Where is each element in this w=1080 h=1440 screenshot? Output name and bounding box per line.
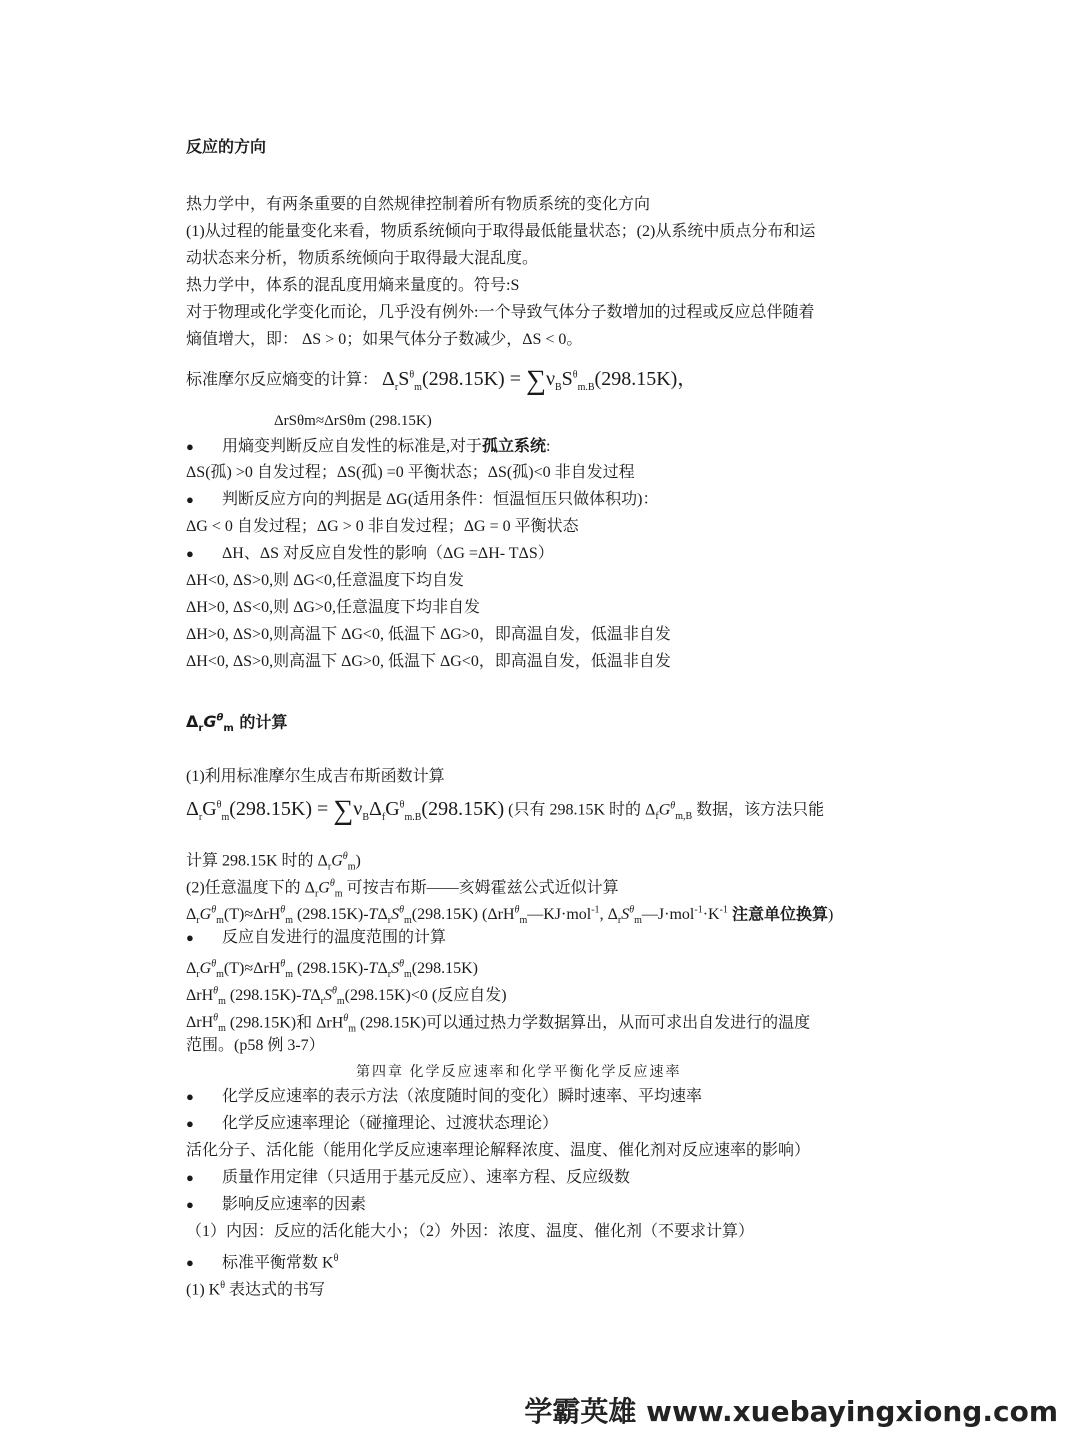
text: (298.15K)可以通过热力学数据算出，从而可求出自发进行的温度 [359,1014,811,1032]
bullet-item [186,1086,702,1108]
text: (298.15K)和 ΔrH [229,1014,344,1032]
bullet-text: 质量作用定律（只适用于基元反应）、速率方程、反应级数 [222,1169,631,1186]
paragraph: (2)任意温度下的 $\Delta_rG^\theta_m$ 可按吉布斯——亥姆霍兹公式近似计算 [186,878,619,900]
formula-note: 数据，该方法只能 [692,801,825,819]
gibbs-formula: $\Delta_rG^\theta_m(298.15K) = \sum\nu_B\Delta_fG^\theta_{m.B}(298.15K)$ [186,794,505,826]
bullet-icon [186,1252,222,1274]
bullet-icon [186,1113,222,1135]
paragraph: 热力学中，体系的混乱度用熵来量度的。符号:S [186,277,520,294]
formula-text: Δ [382,367,395,390]
sum-symbol: ∑ [333,794,354,826]
bullet-item [186,1113,558,1135]
paragraph: ΔS(孤) >0 自发过程；ΔS(孤) =0 平衡状态；ΔS(孤)<0 非自发过程 [186,464,635,481]
approx-line: ΔrSθm≈ΔrSθm (298.15K) [274,413,432,429]
text: (1) K [186,1281,221,1299]
entropy-formula: $\Delta_rS^\theta_m(298.15K) = \sum\nu_BS^\theta_{m.B}(298.15K)$， [382,364,698,396]
bullet-icon [186,489,222,511]
text: 可按吉布斯——亥姆霍兹公式近似计算 [346,879,619,897]
formula-text: (298.15K) = [421,367,526,390]
bullet-icon [186,1167,222,1189]
section-title-text: 的计算 [239,712,288,732]
bullet-item [186,489,659,511]
sum-symbol: ∑ [525,364,546,396]
gibbs-formula-line: $\Delta_rG^\theta_m(298.15K) = \sum\nu_B\Delta_fG^\theta_{m.B}(298.15K)$ (只有 298.15K 时的 $\Delta_fG^\theta_{m,B}$ 数据，该方法只能 [186,794,825,826]
formula-text: (298.15K) = [229,797,334,820]
bullet-icon [186,543,222,565]
text: 计算 298.15K 时的 Δ [186,852,328,870]
paragraph: （1）内因：反应的活化能大小；（2）外因：浓度、温度、催化剂（不要求计算） [186,1223,755,1240]
bullet-icon [186,436,222,458]
paragraph: (1)利用标准摩尔生成吉布斯函数计算 [186,768,445,785]
paragraph: 活化分子、活化能（能用化学反应速率理论解释浓度、温度、催化剂对反应速率的影响） [186,1142,811,1159]
bullet-text: 反应自发进行的温度范围的计算 [222,929,447,946]
bold-text: 注意单位换算 [731,904,828,924]
paragraph: ΔH>0, ΔS>0,则高温下 ΔG<0, 低温下 ΔG>0，即高温自发，低温非自发 [186,626,671,643]
formula-text: (298.15K)， [594,367,698,390]
bullet-text: 标准平衡常数 K [222,1254,334,1272]
bullet-text: : [546,438,551,455]
text: 表达式的书写 [229,1281,326,1299]
bold-text: 孤立系统 [482,436,547,455]
paragraph: ΔH>0, ΔS<0,则 ΔG>0,任意温度下均非自发 [186,599,480,616]
formula-note: (只有 298.15K 时的 Δ [504,801,656,819]
paragraph: $\Delta_rG^\theta_m(T)\approx\Delta rH^\theta_m$ $(298.15K)-T\Delta_rS^\theta_m(298.15K)$ (ΔrH$^\theta_m$—KJ·mol$^{-1}$, $\Delta_rS^\theta_m—J\cdot mol^{-1}\cdot K^{-1}$ 注意单位换算) [186,904,834,927]
formula-text: (298.15K) [421,797,505,820]
bullet-text: 影响反应速率的因素 [222,1196,367,1213]
paragraph: (1) $K^\theta$ 表达式的书写 [186,1280,326,1299]
bullet-icon [186,927,222,949]
paragraph: 计算 298.15K 时的 $\Delta_rG^\theta_m$) [186,851,361,873]
formula-label: 标准摩尔反应熵变的计算： [186,371,379,389]
text: (2)任意温度下的 Δ [186,879,315,897]
bullet-item [186,543,554,565]
bullet-text: 判断反应方向的判据是 ΔG(适用条件：恒温恒压只做体积功)： [222,491,659,508]
paragraph: 动状态来分析，物质系统倾向于取得最大混乱度。 [186,250,539,267]
paragraph: ΔG < 0 自发过程；ΔG > 0 非自发过程；ΔG = 0 平衡状态 [186,518,579,535]
section-title-gibbs: $\Delta_rG^\theta_m$ 的计算 [186,712,288,735]
paragraph: 对于物理或化学变化而论，几乎没有例外:一个导致气体分子数增加的过程或反应总伴随着 [186,304,815,321]
bullet-item: ●标准平衡常数 $K^\theta$ [186,1248,338,1274]
paragraph: ΔrH$^\theta_m$ $(298.15K)-T\Delta_rS^\theta_m(298.15K)<0$ (反应自发) [186,986,507,1008]
bullet-item [186,1194,366,1216]
bullet-icon [186,1086,222,1108]
paragraph: ΔH<0, ΔS>0,则 ΔG<0,任意温度下均自发 [186,572,464,589]
chapter-heading: 第四章 化学反应速率和化学平衡化学反应速率 [356,1065,682,1080]
bullet-text: 化学反应速率的表示方法（浓度随时间的变化）瞬时速率、平均速率 [222,1088,703,1105]
bullet-item [186,435,550,458]
watermark: 学霸英雄 www.xuebayingxiong.com [524,1395,1058,1428]
bullet-icon [186,1194,222,1216]
bullet-item [186,1167,630,1189]
paragraph: ΔH<0, ΔS>0,则高温下 ΔG>0, 低温下 ΔG<0，即高温自发，低温非自发 [186,653,671,670]
bullet-item [186,927,446,949]
bullet-text: 化学反应速率理论（碰撞理论、过渡状态理论） [222,1115,559,1132]
bullet-text: ΔH、ΔS 对反应自发性的影响（ΔG =ΔH- TΔS） [222,545,554,562]
bullet-text: 用熵变判断反应自发性的标准是,对于 [222,438,483,455]
paragraph: ΔrH$^\theta_m$ (298.15K)和 ΔrH$^\theta_m$ (298.15K)可以通过热力学数据算出，从而可求出自发进行的温度 [186,1013,811,1035]
paragraph: 热力学中，有两条重要的自然规律控制着所有物质系统的变化方向 [186,196,651,213]
entropy-formula-line [186,362,697,401]
paragraph: 熵值增大，即： ΔS > 0；如果气体分子数减少，ΔS < 0。 [186,331,583,348]
section-title-reaction-direction: 反应的方向 [186,137,267,156]
paragraph: 范围。(p58 例 3-7） [186,1037,325,1054]
paragraph: (1)从过程的能量变化来看，物质系统倾向于取得最低能量状态；(2)从系统中质点分布和运 [186,223,816,240]
paragraph: $\Delta_rG^\theta_m(T)\approx\Delta rH^\theta_m$ $(298.15K)-T\Delta_rS^\theta_m(298.15K)$ [186,959,479,981]
